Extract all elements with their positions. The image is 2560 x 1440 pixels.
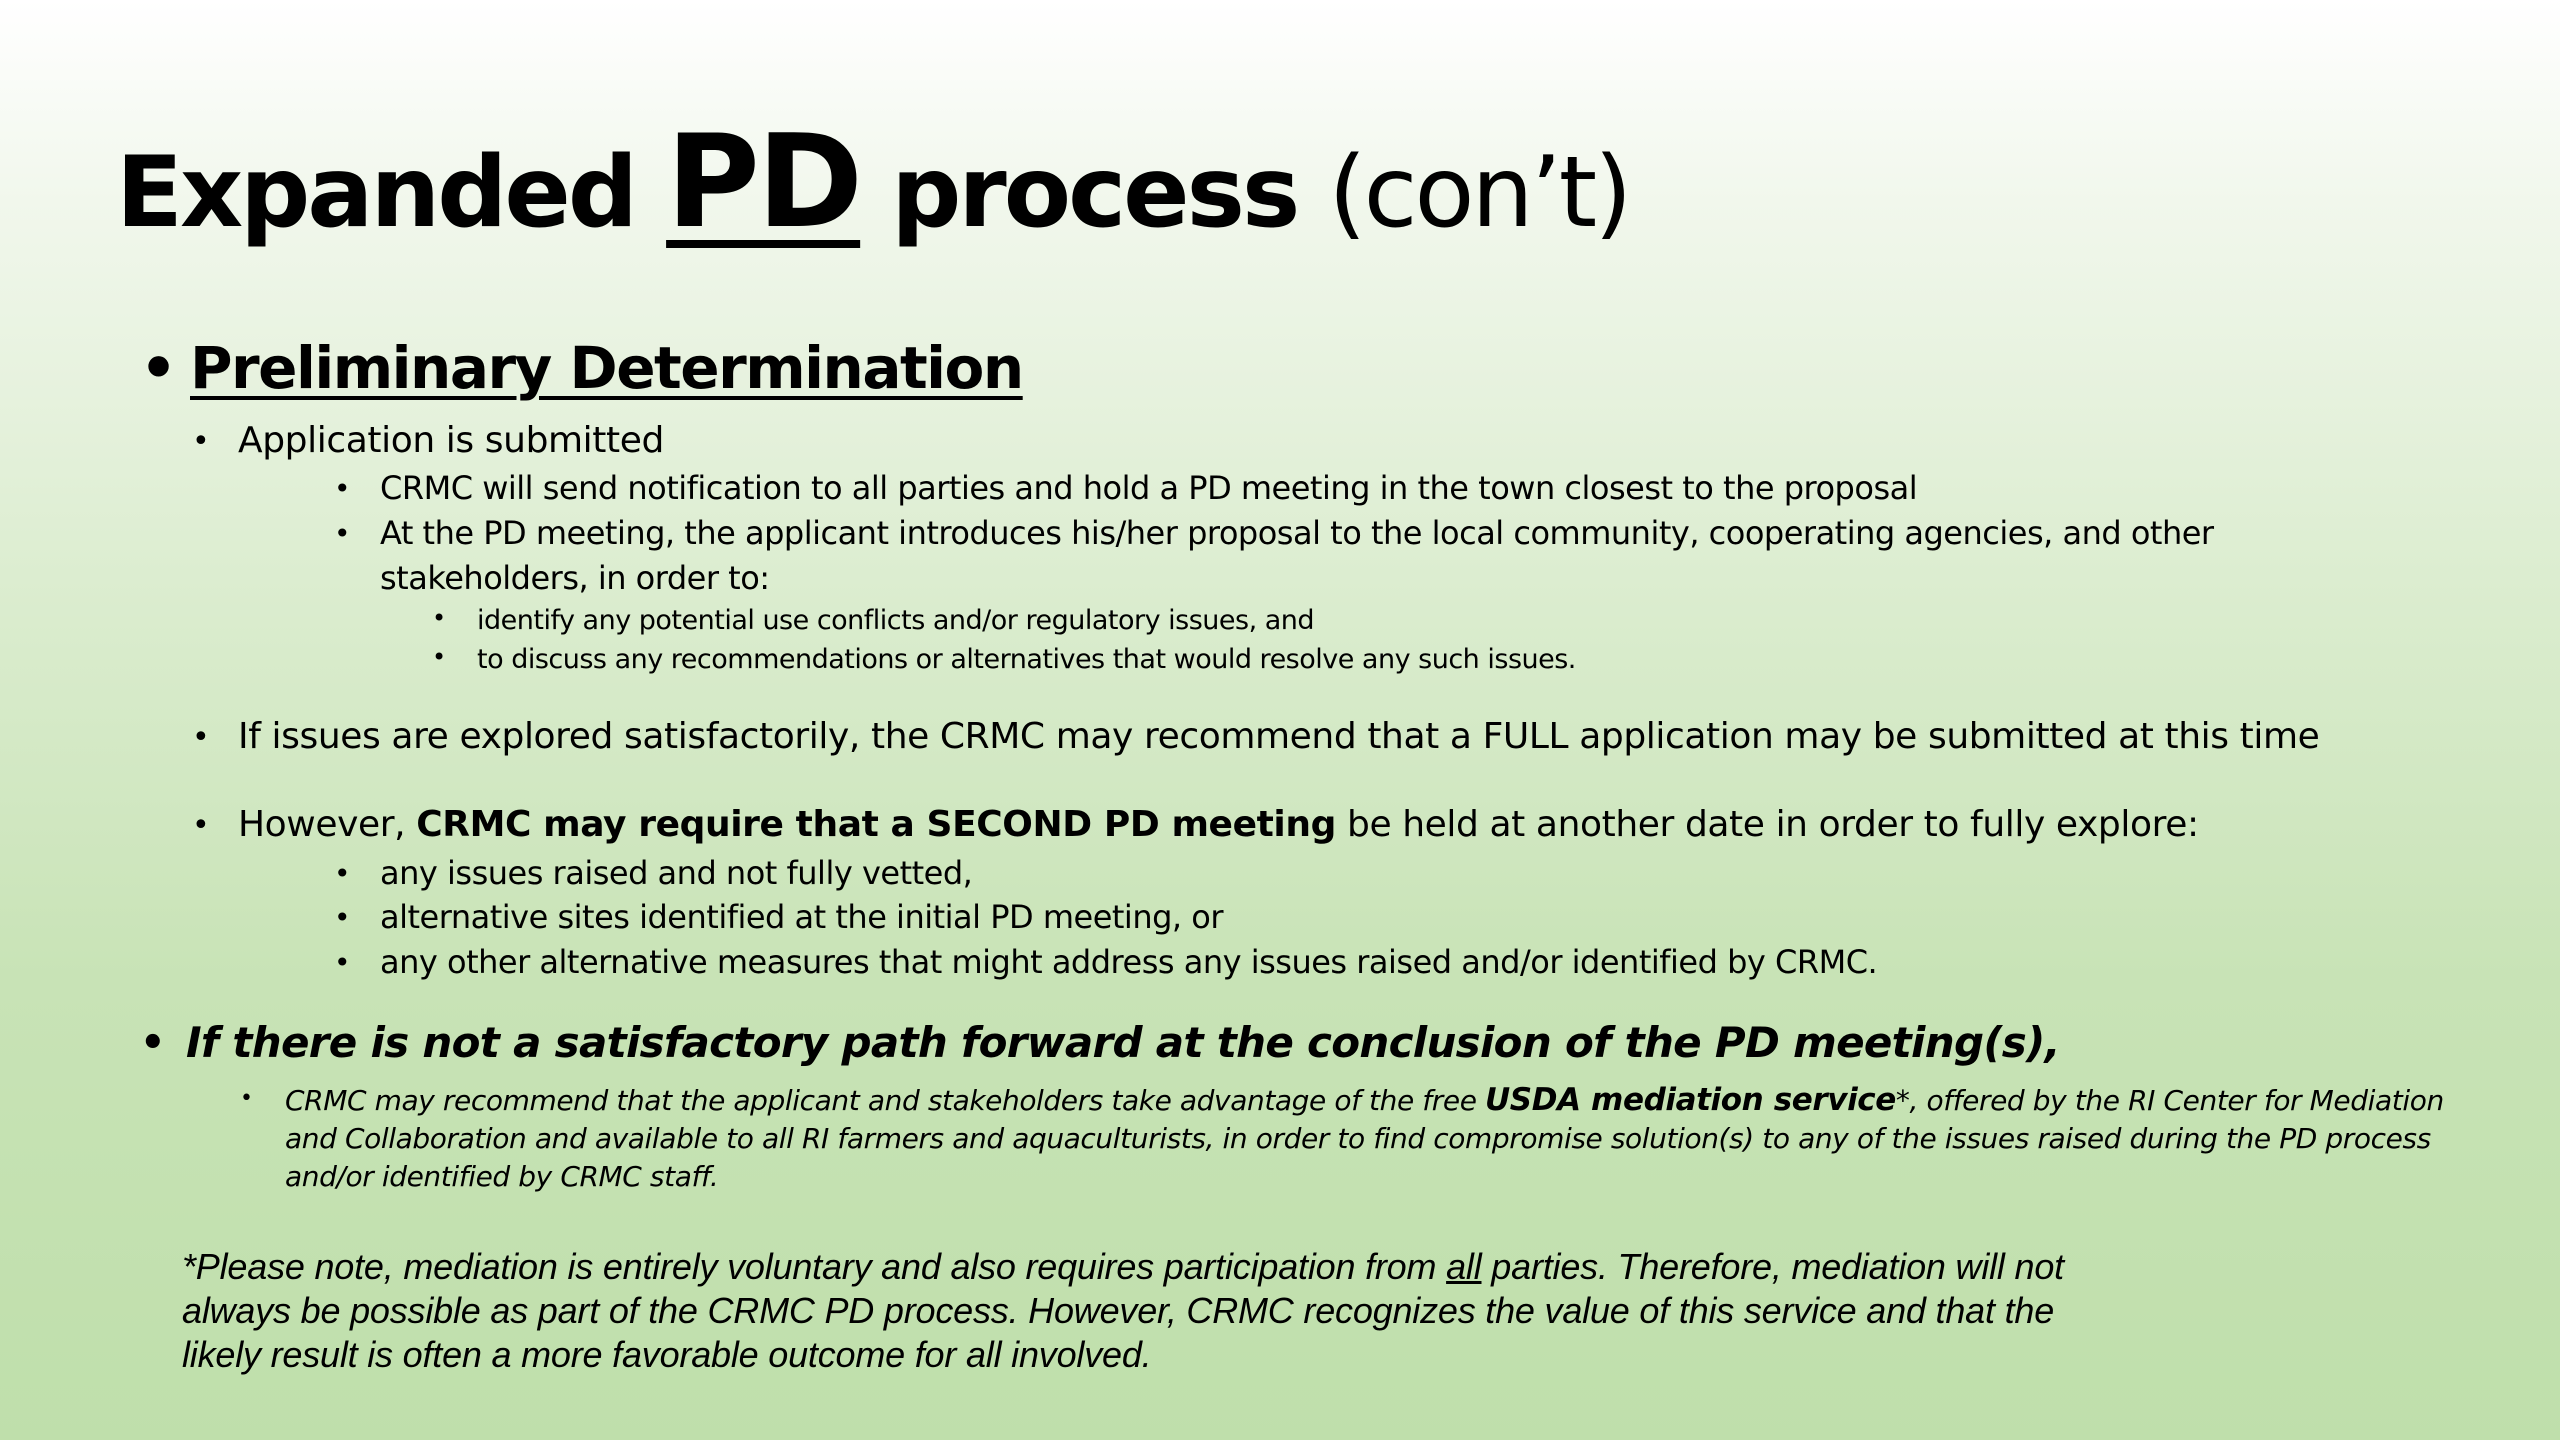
bullet-icon: •	[432, 604, 447, 632]
item-discuss: to discuss any recommendations or alternatives that would resolve any such issues.	[477, 644, 1576, 675]
note-line1	[182, 1246, 2064, 1288]
bullet-icon: •	[140, 334, 178, 402]
bullet-icon: •	[334, 857, 351, 890]
item-pd-meeting-line1: At the PD meeting, the applicant introduces his/her proposal to the local community, cooperating agencies, and other	[380, 514, 2214, 552]
bullet-icon: •	[192, 424, 210, 459]
note-line1-pre: *Please note, mediation is entirely voluntary and also requires participation from	[182, 1246, 1447, 1287]
note-line1-post: parties. Therefore, mediation will not	[1481, 1246, 2064, 1287]
mediation-line1	[285, 1082, 2444, 1118]
mediation-line3: and/or identified by CRMC staff.	[285, 1160, 719, 1193]
item-application-submitted: Application is submitted	[238, 420, 664, 461]
mediation-line1-pre: CRMC may recommend that the applicant and stakeholders take advantage of the free	[285, 1084, 1486, 1117]
mediation-line1-post: *, offered by the RI Center for Mediation	[1895, 1084, 2444, 1117]
title-process: process	[860, 136, 1329, 250]
bullet-icon: •	[334, 901, 351, 934]
note-line3: likely result is often a more favorable outcome for all involved.	[182, 1334, 1152, 1375]
bullet-icon: •	[192, 808, 210, 843]
item-notification: CRMC will send notification to all parties and hold a PD meeting in the town closest to the proposal	[380, 469, 1918, 507]
mediation-line2: and Collaboration and available to all RI farmers and aquaculturists, in order to find compromise solution(s) to any of the issues raised during the PD process	[285, 1122, 2431, 1155]
however-bold: CRMC may require that a SECOND PD meeting	[416, 804, 1336, 845]
usda-mediation-service: USDA mediation service	[1485, 1082, 1896, 1118]
note-all: all	[1446, 1246, 1482, 1287]
bullet-icon: •	[334, 472, 351, 505]
item-sub-other-measures: any other alternative measures that might address any issues raised and/or identified by CRMC.	[380, 943, 1878, 981]
item-sub-issues: any issues raised and not fully vetted,	[380, 854, 973, 892]
bullet-icon: •	[432, 643, 447, 671]
item-pd-meeting-line2: stakeholders, in order to:	[380, 559, 770, 597]
title-pd: PD	[666, 108, 861, 257]
title-expanded: Expanded	[116, 136, 667, 250]
section-heading-preliminary-determination: Preliminary Determination	[190, 334, 1023, 402]
item-explored: If issues are explored satisfactorily, the CRMC may recommend that a FULL application may be submitted at this time	[238, 716, 2320, 757]
title-cont: (con’t)	[1328, 136, 1630, 250]
bullet-icon: •	[240, 1086, 253, 1111]
item-identify: identify any potential use conflicts and/or regulatory issues, and	[477, 605, 1315, 636]
note-line2: always be possible as part of the CRMC PD process. However, CRMC recognizes the value of this service and that the	[182, 1290, 2055, 1331]
bullet-icon: •	[140, 1020, 166, 1066]
slide-title	[116, 108, 1629, 258]
bullet-icon: •	[334, 517, 351, 550]
bullet-icon: •	[192, 720, 210, 755]
section-heading-no-path-forward: If there is not a satisfactory path forward at the conclusion of the PD meeting(s),	[186, 1018, 2060, 1067]
however-post: be held at another date in order to fully explore:	[1335, 804, 2199, 845]
however-pre: However,	[238, 804, 417, 845]
bullet-icon: •	[334, 946, 351, 979]
item-sub-alternative-sites: alternative sites identified at the initial PD meeting, or	[380, 898, 1223, 936]
item-however	[238, 804, 2199, 845]
